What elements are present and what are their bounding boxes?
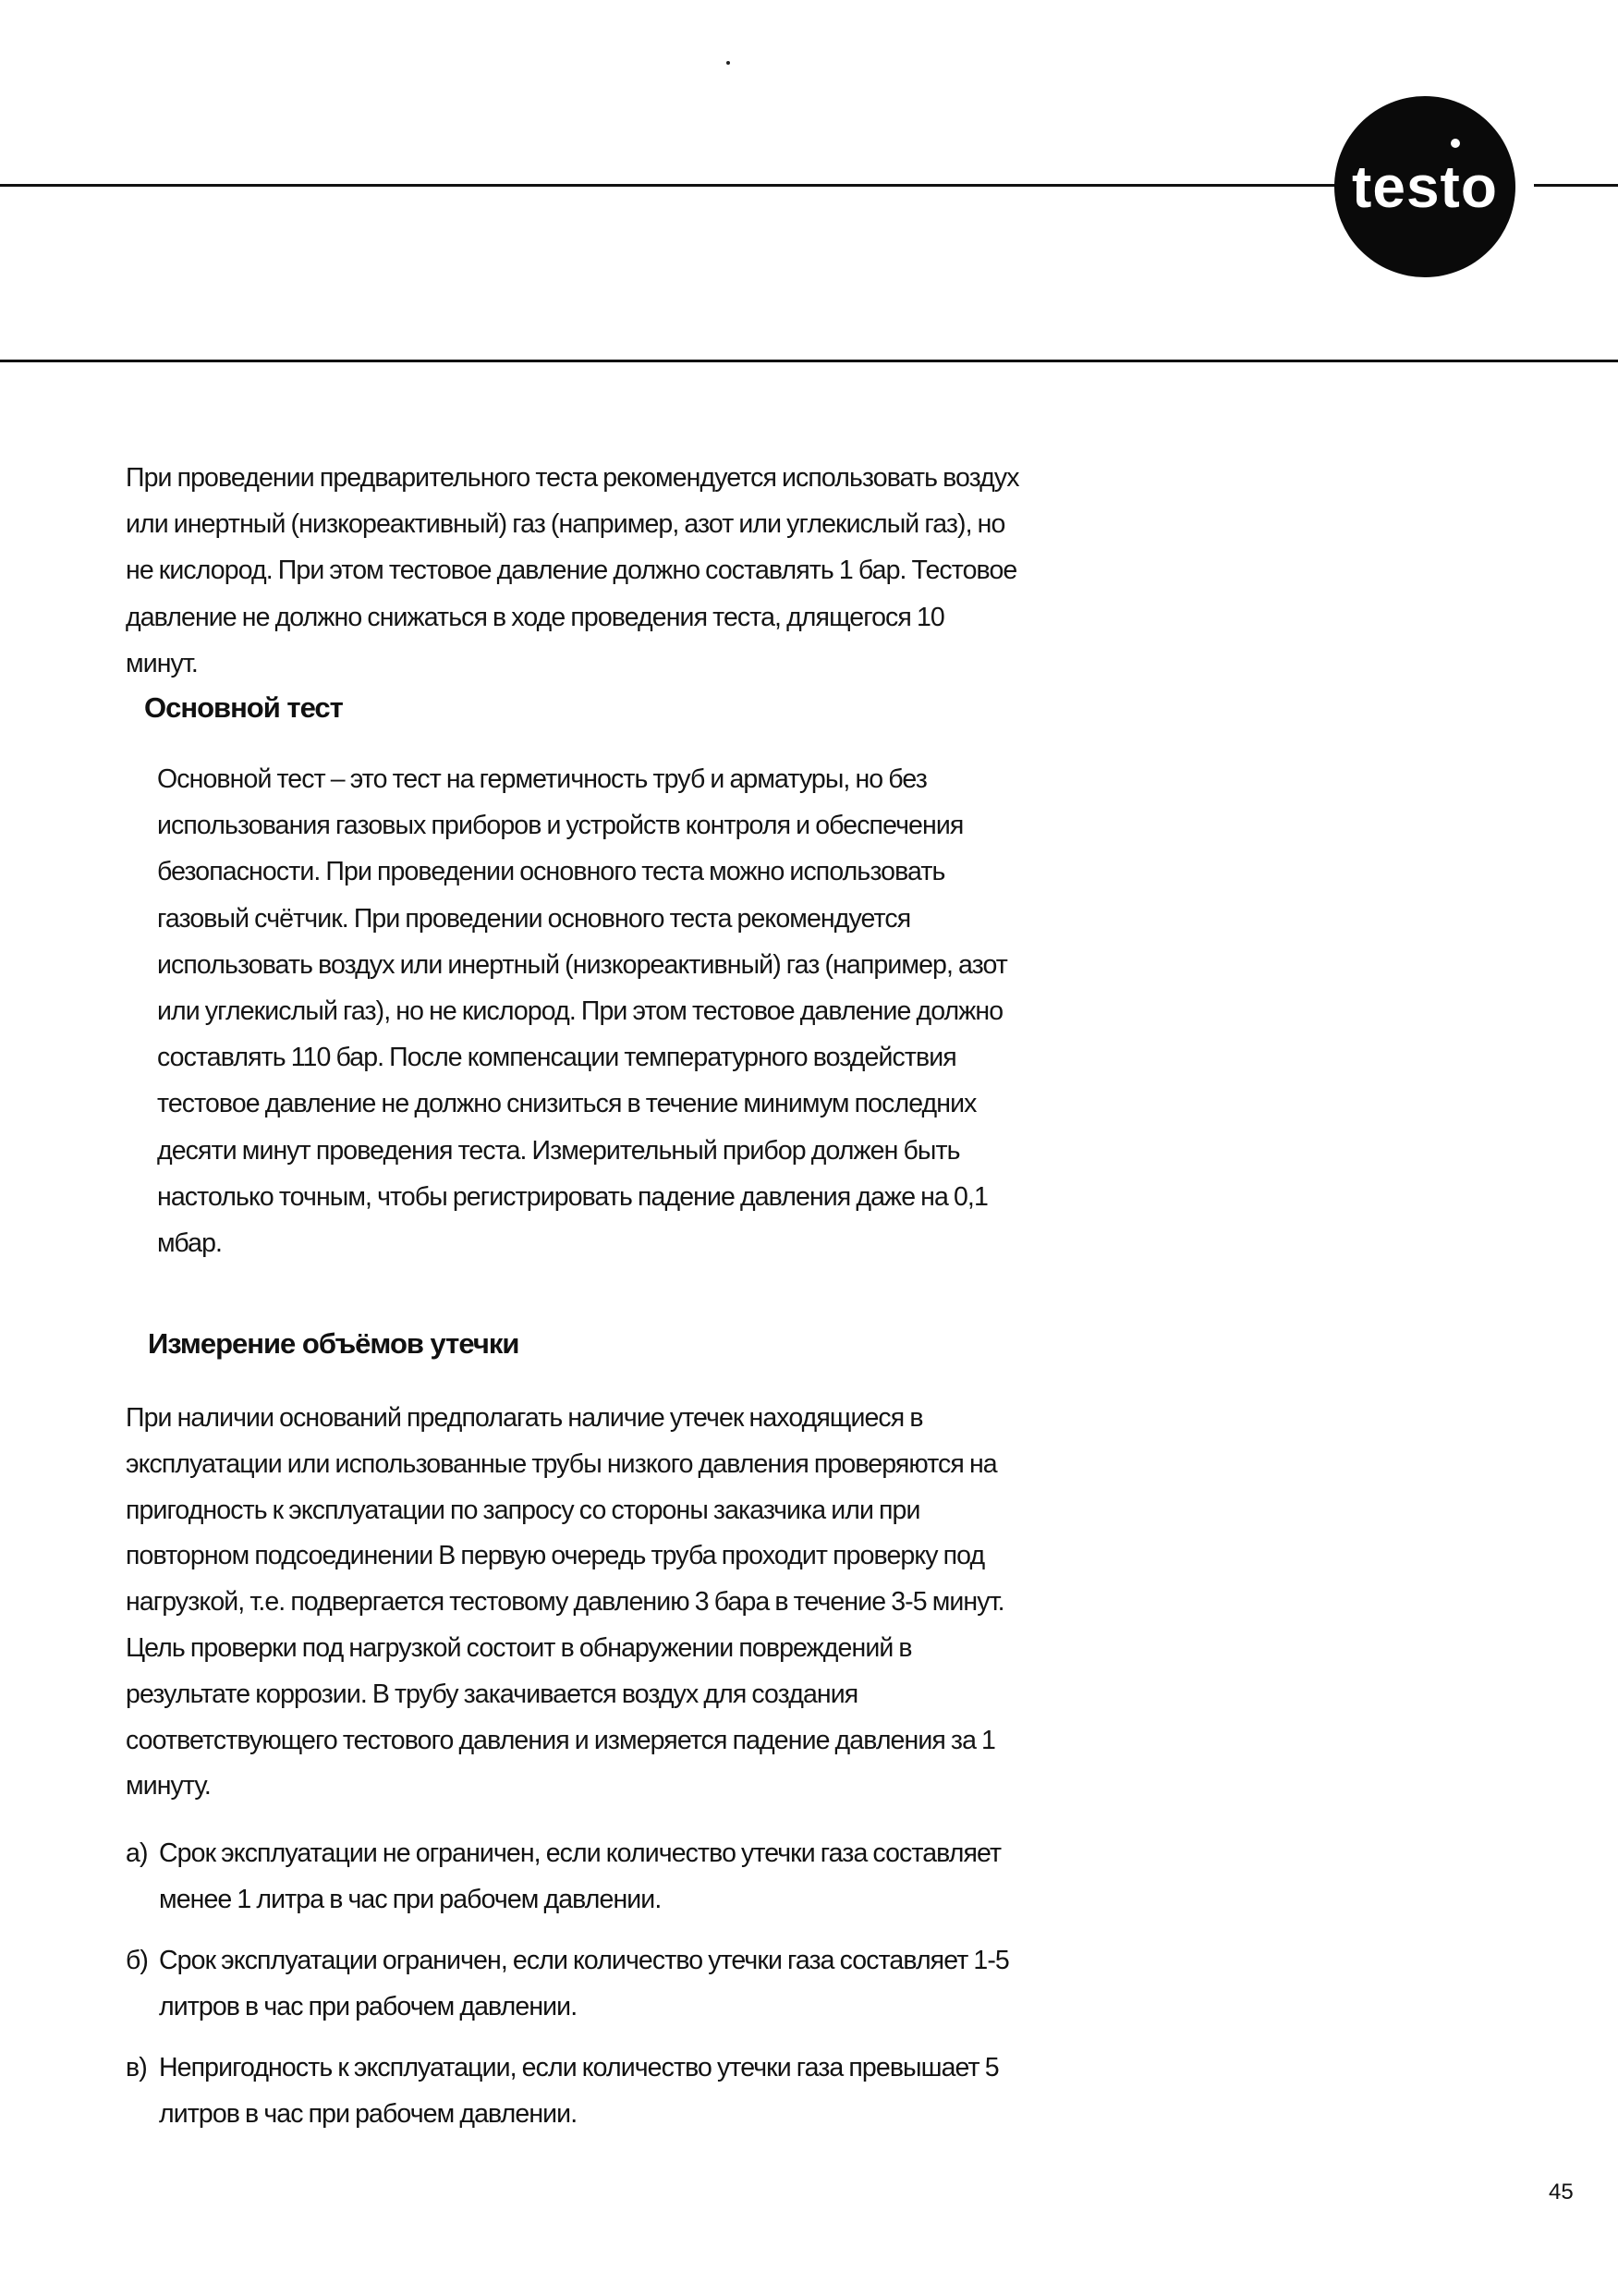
logo-text: testo	[1352, 153, 1498, 220]
leak-measurement-paragraph: При наличии оснований предполагать наличие утечек находящиеся в эксплуатации или использованные трубы низкого давления проверяются на пригодность к эксплуатации по запросу со стороны заказчика или при повторном подсоединении В первую очередь труба проходит проверку под нагрузкой, т.е. подвергается тестовому давлению 3 бара в течение 3-5 минут. Цель проверки под нагрузкой состоит в обнаружении повреждений в результате коррозии. В трубу закачивается воздух для создания соответствующего тестового давления и измеряется падение давления за 1 минуту.	[126, 1403, 1004, 1801]
list-marker: а)	[126, 1838, 148, 1868]
list-item-text: Срок эксплуатации ограничен, если количество утечки газа составляет 1-5 литров в час при рабочем давлении.	[159, 1946, 1009, 2021]
list-item	[126, 2045, 1124, 2137]
list-item-text: Срок эксплуатации не ограничен, если количество утечки газа составляет менее 1 литра в час при рабочем давлении.	[159, 1838, 1002, 1914]
list-item-text: Непригодность к эксплуатации, если количество утечки газа превышает 5 литров в час при рабочем давлении.	[159, 2053, 999, 2129]
list-marker: б)	[126, 1946, 149, 1975]
header-rule-right	[1534, 184, 1618, 187]
main-test-paragraph: Основной тест – это тест на герметичность труб и арматуры, но без использования газовых приборов и устройств контроля и обеспечения безопасности. При проведении основного теста можно использовать газовый счётчик. При проведении основного теста рекомендуется использовать воздух или инертный (низкореактивный) газ (например, азот или углекислый газ), но не кислород. При этом тестовое давление должно составлять 110 бар. После компенсации температурного воздействия тестовое давление не должно снизиться в течение минимум последних десяти минут проведения теста. Измерительный прибор должен быть настолько точным, чтобы регистрировать падение давления даже на 0,1 мбар.	[157, 764, 1007, 1259]
page-number: 45	[1549, 2180, 1574, 2204]
leak-measurement-heading: Измерение объёмов утечки	[148, 1327, 519, 1360]
main-test-heading: Основной тест	[144, 691, 343, 724]
list-item	[126, 1937, 1124, 2030]
header-rule-bottom	[0, 360, 1618, 362]
header-rule-left	[0, 184, 1349, 187]
intro-paragraph: При проведении предварительного теста рекомендуется использовать воздух или инертный (низкореактивный) газ (например, азот или углекислый газ), но не кислород. При этом тестовое давление должно составлять 1 бар. Тестовое давление не должно снижаться в ходе проведения теста, длящегося 10 минут.	[126, 463, 1019, 678]
testo-logo	[1334, 96, 1515, 277]
logo-accent-dot	[1451, 139, 1460, 148]
list-marker: в)	[126, 2053, 147, 2082]
scan-speck	[726, 61, 730, 65]
list-item	[126, 1830, 1124, 1923]
